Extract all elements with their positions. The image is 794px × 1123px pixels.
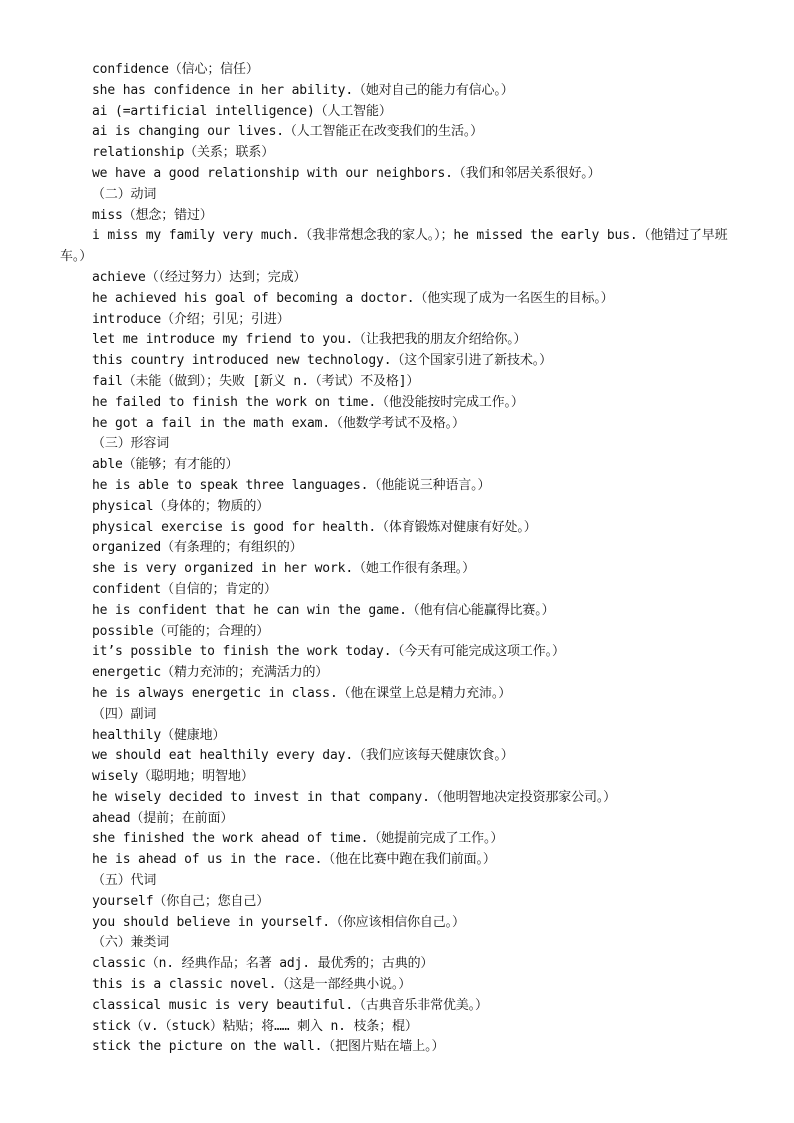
text-line: we have a good relationship with our neighbors.（我们和邻居关系很好。） — [92, 165, 601, 181]
text-line: stick the picture on the wall.（把图片贴在墙上。） — [92, 1039, 445, 1055]
text-line: confident（自信的；肯定的） — [92, 581, 277, 597]
text-line: he failed to finish the work on time.（他没能按时完成工作。） — [92, 394, 524, 410]
text-line: ai (=artificial intelligence)（人工智能） — [92, 103, 392, 119]
section-heading: （二）动词 — [92, 186, 157, 202]
text-line: healthily（健康地） — [92, 727, 226, 743]
text-line: this country introduced new technology.（这个国家引进了新技术。） — [92, 353, 552, 369]
text-line: yourself（你自己；您自己） — [92, 893, 270, 909]
text-line: physical（身体的；物质的） — [92, 498, 270, 514]
text-line: she is very organized in her work.（她工作很有条理。） — [92, 561, 476, 577]
text-line: we should eat healthily every day.（我们应该每天健康饮食。） — [92, 748, 514, 764]
text-line: let me introduce my friend to you.（让我把我的朋友介绍给你。） — [92, 332, 527, 348]
text-line: stick（v.（stuck）粘贴；将…… 刺入 n. 枝条；棍） — [92, 1018, 418, 1034]
section-heading: （五）代词 — [92, 873, 157, 889]
text-line: he wisely decided to invest in that company.（他明智地决定投资那家公司。） — [92, 789, 617, 805]
text-line: achieve（（经过努力）达到；完成） — [92, 269, 307, 285]
text-line: it’s possible to finish the work today.（今天有可能完成这项工作。） — [92, 644, 565, 660]
text-line: he achieved his goal of becoming a doctor.（他实现了成为一名医生的目标。） — [92, 290, 614, 306]
text-line: possible（可能的；合理的） — [92, 623, 270, 639]
document-page — [0, 60, 794, 1058]
section-heading: （六）兼类词 — [92, 935, 170, 951]
text-line: able（能够；有才能的） — [92, 457, 239, 473]
text-line: confidence（信心；信任） — [92, 62, 259, 77]
text-line: fail（未能（做到）；失败 [新义 n.（考试）不及格]） — [92, 373, 420, 389]
text-line: energetic（精力充沛的；充满活力的） — [92, 665, 329, 681]
text-line: miss（想念；错过） — [92, 207, 213, 223]
text-line: classical music is very beautiful.（古典音乐非常优美。） — [92, 997, 488, 1013]
text-line: he is ahead of us in the race.（他在比赛中跑在我们前面。） — [92, 852, 496, 868]
text-line: she has confidence in her ability.（她对自己的能力有信心。） — [92, 82, 514, 98]
text-line: ahead（提前；在前面） — [92, 810, 234, 826]
text-line: relationship（关系；联系） — [92, 145, 275, 161]
text-line: he is able to speak three languages.（他能说三种语言。） — [92, 477, 491, 493]
text-line: organized（有条理的；有组织的） — [92, 540, 303, 556]
text-line: wisely（聪明地；明智地） — [92, 769, 254, 785]
text-line: physical exercise is good for health.（体育锻炼对健康有好处。） — [92, 519, 537, 535]
text-line: introduce（介绍；引见；引进） — [92, 311, 290, 327]
section-heading: （三）形容词 — [92, 436, 170, 452]
text-line: he got a fail in the math exam.（他数学考试不及格。） — [92, 415, 465, 431]
text-line: he is confident that he can win the game.（他有信心能赢得比赛。） — [92, 602, 555, 618]
section-heading: （四）副词 — [92, 706, 157, 722]
text-line: you should believe in yourself.（你应该相信你自己。） — [92, 914, 465, 930]
text-line: she finished the work ahead of time.（她提前完成了工作。） — [92, 831, 504, 847]
text-line: classic（n. 经典作品；名著 adj. 最优秀的；古典的） — [92, 956, 434, 972]
text-line: ai is changing our lives.（人工智能正在改变我们的生活。） — [92, 124, 484, 140]
text-line: i miss my family very much.（我非常想念我的家人。）；he missed the early bus.（他错过了早班车。） — [60, 228, 728, 265]
text-line: this is a classic novel.（这是一部经典小说。） — [92, 977, 412, 993]
text-line: he is always energetic in class.（他在课堂上总是精力充沛。） — [92, 685, 512, 701]
